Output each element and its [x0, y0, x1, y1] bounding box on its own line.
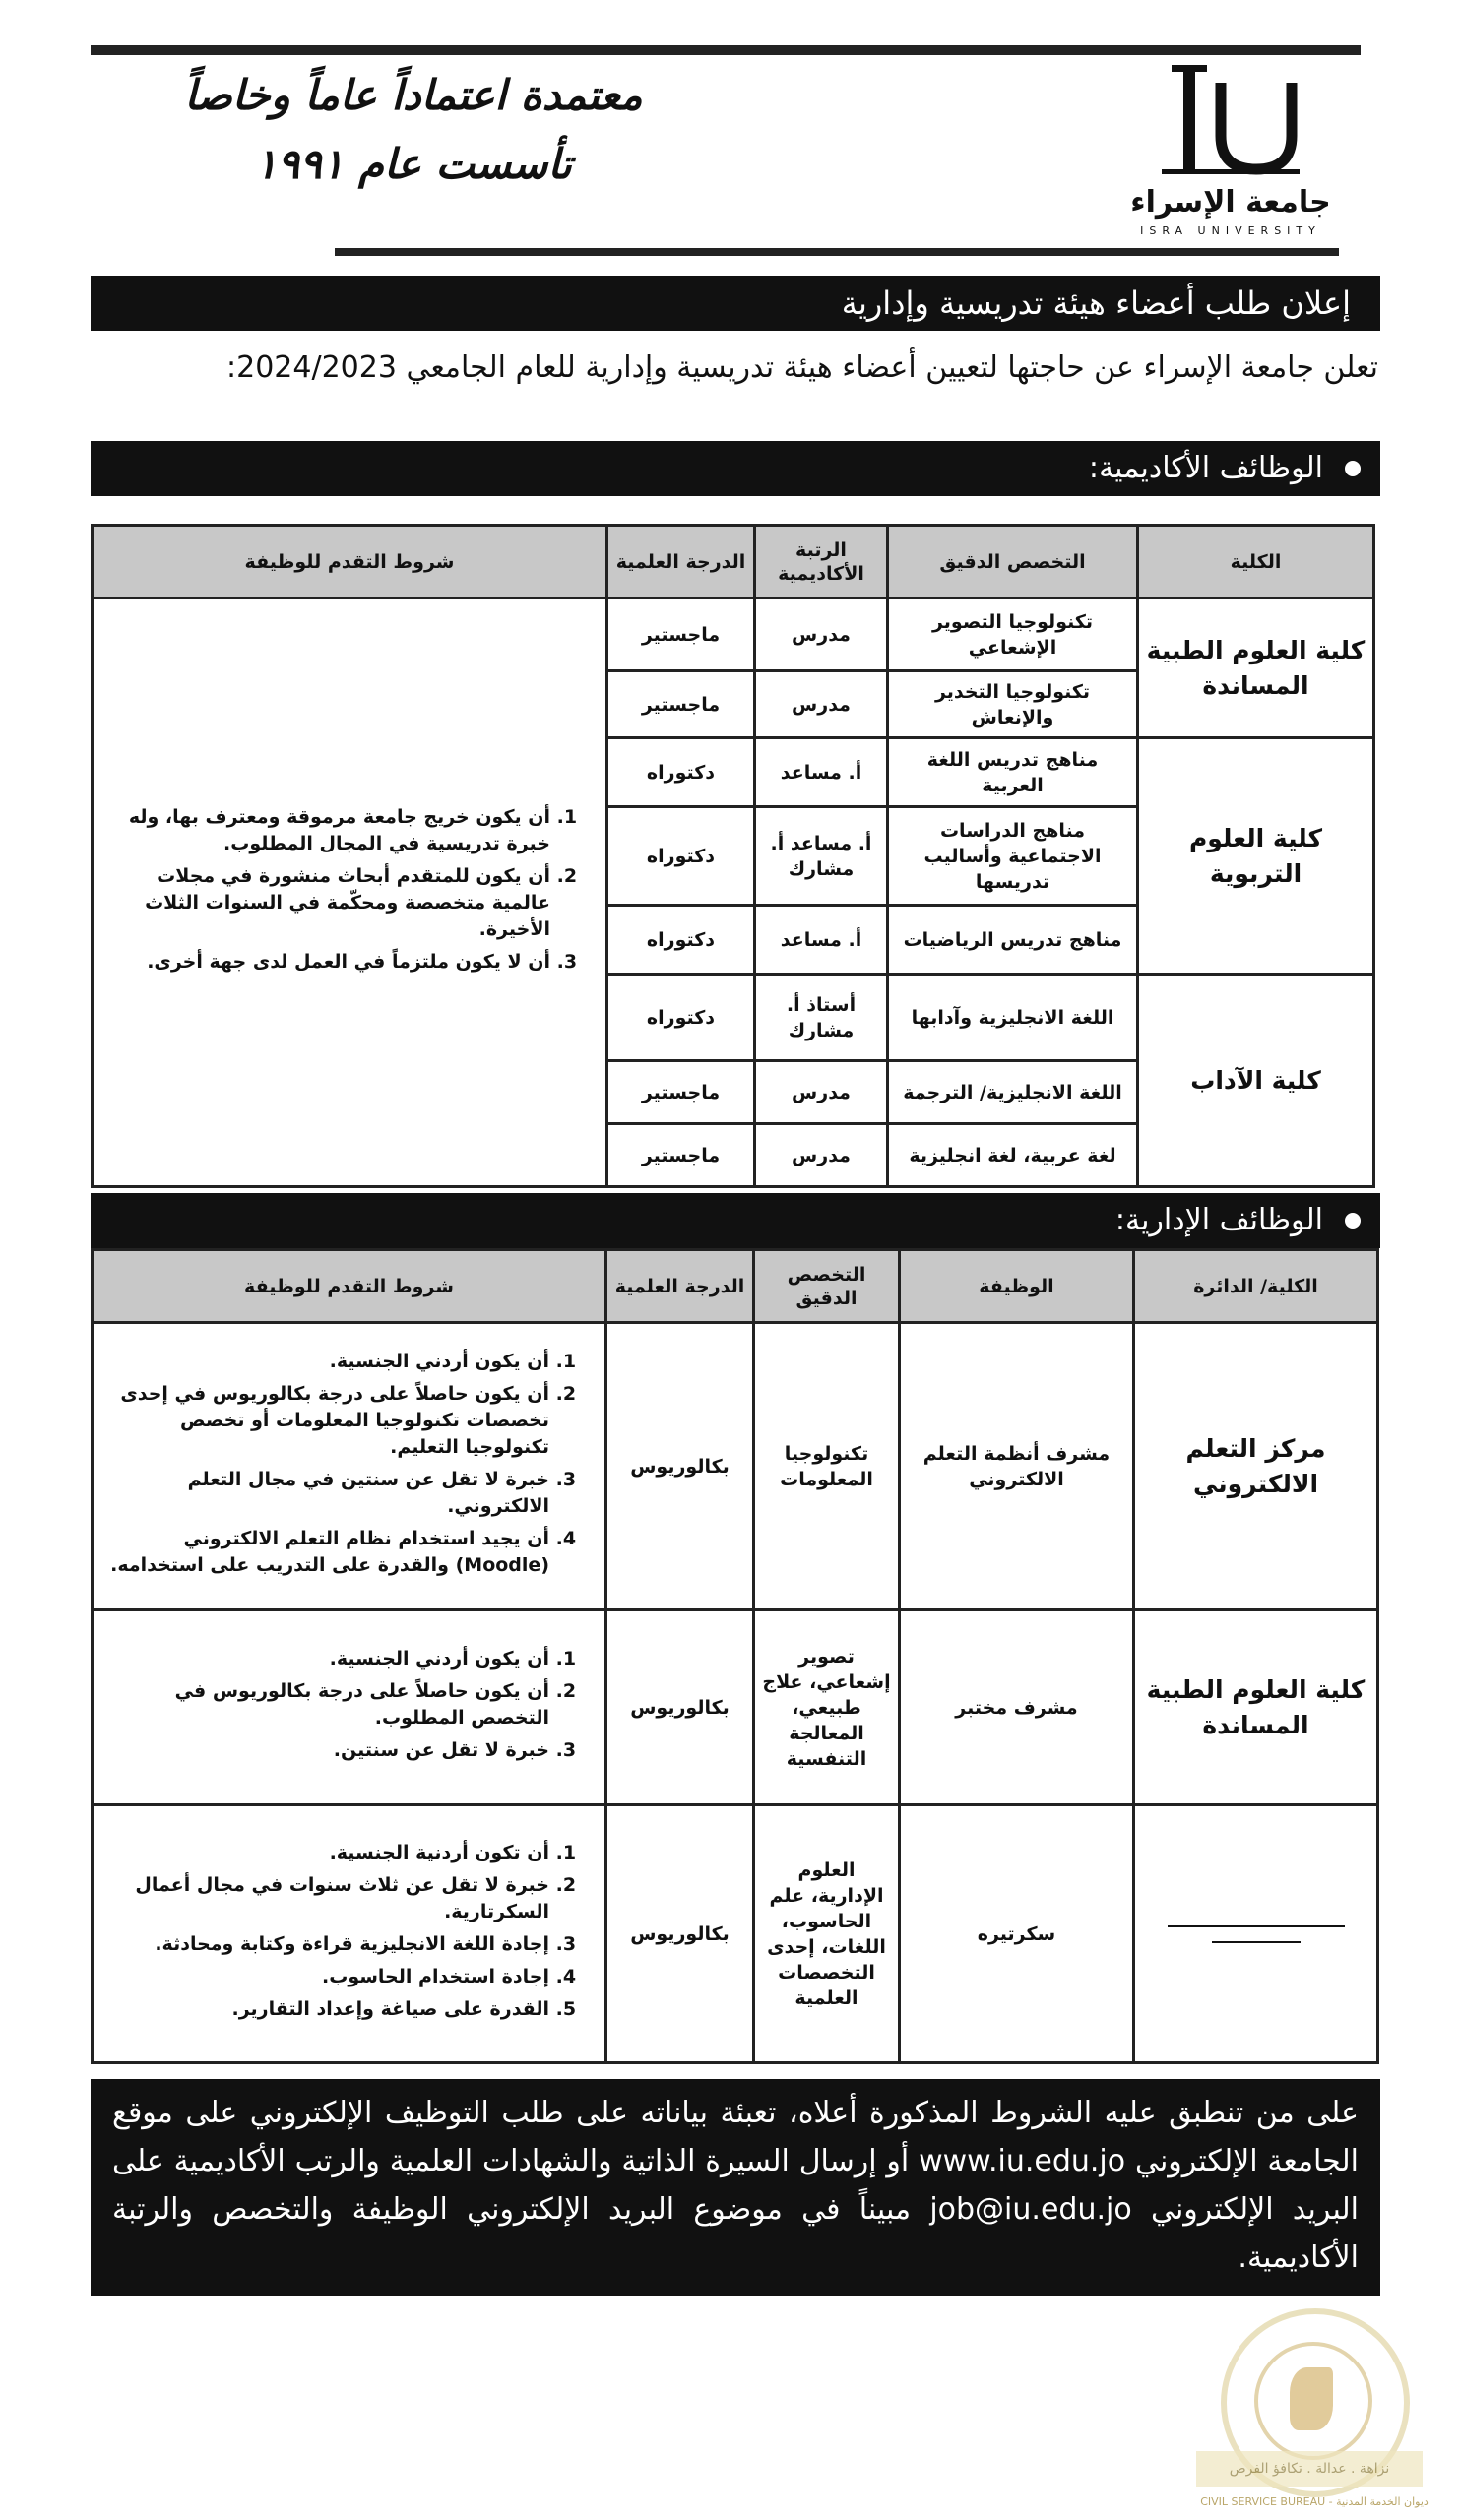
dept-cell: مركز التعلم الالكتروني — [1134, 1323, 1378, 1610]
rank-cell: أ. مساعد أ. مشارك — [755, 807, 888, 906]
bullet-icon — [1345, 461, 1361, 476]
job-cell: مشرف أنظمة التعلم الالكتروني — [900, 1323, 1134, 1610]
application-instructions: على من تنطبق عليه الشروط المذكورة أعلاه، تعبئة بياناته على طلب التوظيف الإلكتروني على موقع الجامعة الإلكتروني www.iu.edu.jo أو إرسال السيرة الذاتية والشهادات العلمية والرتب الأكاديمية على البريد الإلكتروني job@iu.edu.jo مبيناً في موضوع البريد الإلكتروني الوظيفة والتخصص والرتبة الأكاديمية. — [91, 2079, 1380, 2296]
degree-cell: بكالوريوس — [606, 1805, 754, 2063]
job-cell: مشرف مختبر — [900, 1610, 1134, 1805]
iu-logo-icon — [1122, 59, 1339, 187]
stamp-ribbon: نزاهة . عدالة . تكافؤ الفرص — [1196, 2451, 1423, 2487]
specialization-cell: مناهج تدريس اللغة العربية — [888, 738, 1138, 807]
table-row — [93, 1805, 1378, 2063]
degree-cell: ماجستير — [607, 671, 755, 738]
col-degree: الدرجة العلمية — [607, 526, 755, 598]
table-row — [93, 1323, 1378, 1610]
degree-cell: دكتوراه — [607, 906, 755, 975]
col-dept: الكلية/ الدائرة — [1134, 1250, 1378, 1323]
list-item: 1. أن يكون خريج جامعة مرموقة ومعترف بها، وله خبرة تدريسية في المجال المطلوب. — [107, 804, 550, 857]
specialization-cell: تكنولوجيا التخدير والإنعاش — [888, 671, 1138, 738]
university-logo — [1122, 59, 1339, 246]
requirements-cell — [93, 1323, 606, 1610]
rank-cell: مدرس — [755, 598, 888, 671]
specialization-cell: اللغة الانجليزية/ الترجمة — [888, 1061, 1138, 1124]
dept-cell: كلية العلوم الطبية المساندة — [1134, 1610, 1378, 1805]
requirements-list — [107, 1840, 591, 2023]
list-item: 4. أن يجيد استخدام نظام التعلم الالكتروني (Moodle) والقدرة على التدريب على استخدامه. — [107, 1526, 549, 1579]
founded-text: تأسست عام ١٩٩١ — [255, 140, 572, 188]
header-top-rule — [91, 45, 1361, 55]
academic-jobs-table — [91, 524, 1375, 1188]
col-degree: الدرجة العلمية — [606, 1250, 754, 1323]
specialization-cell: مناهج تدريس الرياضيات — [888, 906, 1138, 975]
specialization-cell: تكنولوجيا المعلومات — [754, 1323, 900, 1610]
requirements-cell — [93, 1610, 606, 1805]
col-requirements: شروط التقدم للوظيفة — [93, 526, 607, 598]
blank-line — [1168, 1925, 1345, 1927]
list-item: 2. خبرة لا تقل عن ثلاث سنوات في مجال أعمال السكرتارية. — [107, 1872, 549, 1925]
list-item: 3. أن لا يكون ملتزماً في العمل لدى جهة أخرى. — [107, 949, 550, 976]
rank-cell: مدرس — [755, 1061, 888, 1124]
rank-cell: مدرس — [755, 1124, 888, 1187]
rank-cell: أ. مساعد — [755, 738, 888, 807]
dept-cell-blank — [1134, 1805, 1378, 2063]
specialization-cell: تصوير إشعاعي، علاج طبيعي، المعالجة التنفسية — [754, 1610, 900, 1805]
requirements-list — [107, 1646, 591, 1764]
table-row — [93, 1610, 1378, 1805]
degree-cell: دكتوراه — [607, 807, 755, 906]
logo-english-name: ISRA UNIVERSITY — [1140, 224, 1321, 237]
specialization-cell: تكنولوجيا التصوير الإشعاعي — [888, 598, 1138, 671]
col-job: الوظيفة — [900, 1250, 1134, 1323]
intro-paragraph: تعلن جامعة الإسراء عن حاجتها لتعيين أعضاء هيئة تدريسية وإدارية للعام الجامعي 2024/2023: — [226, 350, 1378, 385]
degree-cell: بكالوريوس — [606, 1323, 754, 1610]
list-item: 1. أن تكون أردنية الجنسية. — [107, 1840, 549, 1866]
specialization-cell: اللغة الانجليزية وآدابها — [888, 975, 1138, 1061]
list-item: 3. خبرة لا تقل عن سنتين في مجال التعلم الالكتروني. — [107, 1467, 549, 1520]
announcement-title: إعلان طلب أعضاء هيئة تدريسية وإدارية — [91, 276, 1380, 331]
degree-cell: بكالوريوس — [606, 1610, 754, 1805]
rank-cell: أستاذ أ. مشارك — [755, 975, 888, 1061]
degree-cell: ماجستير — [607, 1061, 755, 1124]
list-item: 1. أن يكون أردني الجنسية. — [107, 1646, 549, 1672]
table-row — [93, 598, 1374, 671]
rank-cell: مدرس — [755, 671, 888, 738]
list-item: 3. خبرة لا تقل عن سنتين. — [107, 1737, 549, 1764]
degree-cell: ماجستير — [607, 1124, 755, 1187]
admin-header-row — [93, 1250, 1378, 1323]
list-item: 1. أن يكون أردني الجنسية. — [107, 1349, 549, 1375]
admin-section-bar — [91, 1193, 1380, 1248]
bullet-icon — [1345, 1213, 1361, 1228]
academic-header-row — [93, 526, 1374, 598]
accreditation-block — [158, 61, 669, 199]
specialization-cell: لغة عربية، لغة انجليزية — [888, 1124, 1138, 1187]
requirements-list — [107, 1349, 591, 1579]
stamp-label: ديوان الخدمة المدنية - CIVIL SERVICE BUREAU — [1200, 2495, 1429, 2508]
logo-arabic-name: جامعة الإسراء — [1130, 185, 1331, 220]
list-item: 4. إجادة استخدام الحاسوب. — [107, 1964, 549, 1990]
specialization-cell: مناهج الدراسات الاجتماعية وأساليب تدريسها — [888, 807, 1138, 906]
header-bottom-rule — [335, 248, 1339, 256]
list-item: 2. أن يكون حاصلاً على درجة بكالوريوس في إحدى تخصصات تكنولوجيا المعلومات أو تخصص تكنولوجيا التعليم. — [107, 1381, 549, 1461]
col-specialization: التخصص الدقيق — [754, 1250, 900, 1323]
requirements-list — [107, 804, 592, 976]
faculty-cell: كلية الآداب — [1138, 975, 1374, 1187]
col-faculty: الكلية — [1138, 526, 1374, 598]
faculty-cell: كلية العلوم الطبية المساندة — [1138, 598, 1374, 738]
rank-cell: أ. مساعد — [755, 906, 888, 975]
admin-section-title: الوظائف الإدارية: — [1114, 1203, 1323, 1237]
admin-jobs-table — [91, 1248, 1379, 2064]
list-item: 2. أن يكون حاصلاً على درجة بكالوريوس في التخصص المطلوب. — [107, 1678, 549, 1732]
accreditation-text: معتمدة اعتماداً عاماً وخاصاً — [184, 71, 643, 119]
col-specialization: التخصص الدقيق — [888, 526, 1138, 598]
col-rank: الرتبة الأكاديمية — [755, 526, 888, 598]
list-item: 3. إجادة اللغة الانجليزية قراءة وكتابة ومحادثة. — [107, 1931, 549, 1958]
jordan-map-icon — [1290, 2367, 1333, 2430]
academic-requirements-cell — [93, 598, 607, 1187]
requirements-cell — [93, 1805, 606, 2063]
col-requirements: شروط التقدم للوظيفة — [93, 1250, 606, 1323]
list-item: 2. أن يكون للمتقدم أبحاث منشورة في مجلات عالمية متخصصة ومحكّمة في السنوات الثلاث الأخيرة. — [107, 863, 550, 943]
blank-line — [1212, 1941, 1301, 1943]
list-item: 5. القدرة على صياغة وإعداد التقارير. — [107, 1996, 549, 2023]
academic-section-bar — [91, 441, 1380, 496]
degree-cell: دكتوراه — [607, 975, 755, 1061]
degree-cell: دكتوراه — [607, 738, 755, 807]
faculty-cell: كلية العلوم التربوية — [1138, 738, 1374, 975]
academic-section-title: الوظائف الأكاديمية: — [1088, 451, 1323, 485]
job-cell: سكرتيره — [900, 1805, 1134, 2063]
specialization-cell: العلوم الإدارية، علم الحاسوب، اللغات، إحدى التخصصات العلمية — [754, 1805, 900, 2063]
degree-cell: ماجستير — [607, 598, 755, 671]
